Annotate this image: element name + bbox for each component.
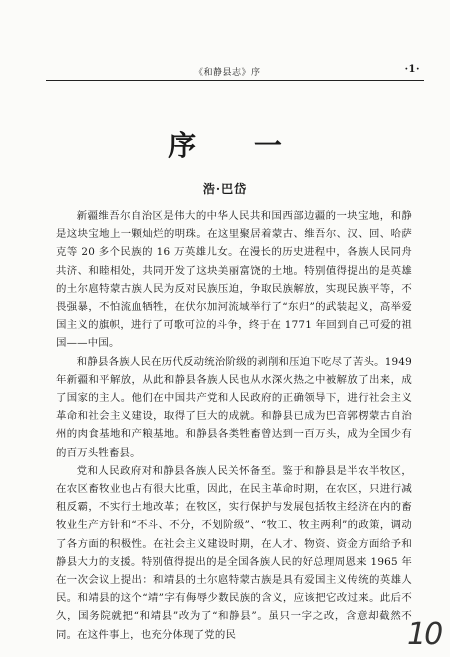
author-name: 浩·巴岱: [202, 182, 248, 196]
paragraph: 党和人民政府对和静县各族人民关怀备至。鉴于和静县是半农半牧区，在农区畜牧业也占有很大比重，因此，在民主革命时期，在农区，只进行减租反霸，不实行土地改革；在牧区，实行保护与发展包括牧主经济在内的畜牧业生产方针和“不斗、不分，不划阶级”、“牧工、牧主两利”的政策，调动了各方面的积极性。在社会主义建设时期，在人才、物资、资金方面给予和静县大力的支援。特别值得提出的是全国各族人民的好总理周恩来 1965 年在一次会议上提出：和靖县的土尔扈特蒙古族是具有爱国主义传统的英雄人民。和靖县的这个“靖”字有侮辱少数民族的含义，应该把它改过来。此后不久，国务院就把“和靖县”改为了“和静县”。虽只一字之改，含意却截然不同。在这件事上，也充分体现了党的民: [56, 464, 412, 641]
paragraph: 和静县各族人民在历代反动统治阶级的剥削和压迫下吃尽了苦头。1949 年新疆和平解放，从此和静县各族人民也从水深火热之中被解放了出来，成了国家的主人。他们在中国共产党和人民政府的正确领导下，进行社会主义革命和社会主义建设，取得了巨大的成就。和静县已成为巴音郭楞蒙古自治州的肉食基地和产粮基地。和静县各类牲畜曾达到一百万头，成为全国少有的百万头牲畜县。: [56, 355, 412, 459]
running-header: [46, 63, 424, 79]
header-rule: [46, 80, 424, 81]
page-number: ·1·: [404, 64, 420, 75]
section-heading: 序 一: [168, 129, 306, 162]
paragraph: 新疆维吾尔自治区是伟大的中华人民共和国西部边疆的一块宝地，和静是这块宝地上一颗灿烂的明珠。在这里聚居着蒙古、维吾尔、汉、回、哈萨克等 20 多个民族的 16 万英雄儿女。在漫长的历史进程中，各族人民同舟共济、和睦相处，共同开发了这块美丽富饶的土地。特别值得提出的是英雄的土尔扈特蒙古族人民为反对民族压迫，争取民族解放，实现民族平等，不畏强暴，不怕流血牺牲，在伏尔加河流域举行了“东归”的武装起义，高举爱国主义的旗帜，进行了可歌可泣的斗争，终于在 1771 年回到自己可爱的祖国——中国。: [56, 210, 412, 350]
body-text: [56, 207, 412, 644]
handwritten-page-mark: 10: [407, 617, 442, 652]
running-header-title: 《和静县志》序: [194, 68, 261, 78]
